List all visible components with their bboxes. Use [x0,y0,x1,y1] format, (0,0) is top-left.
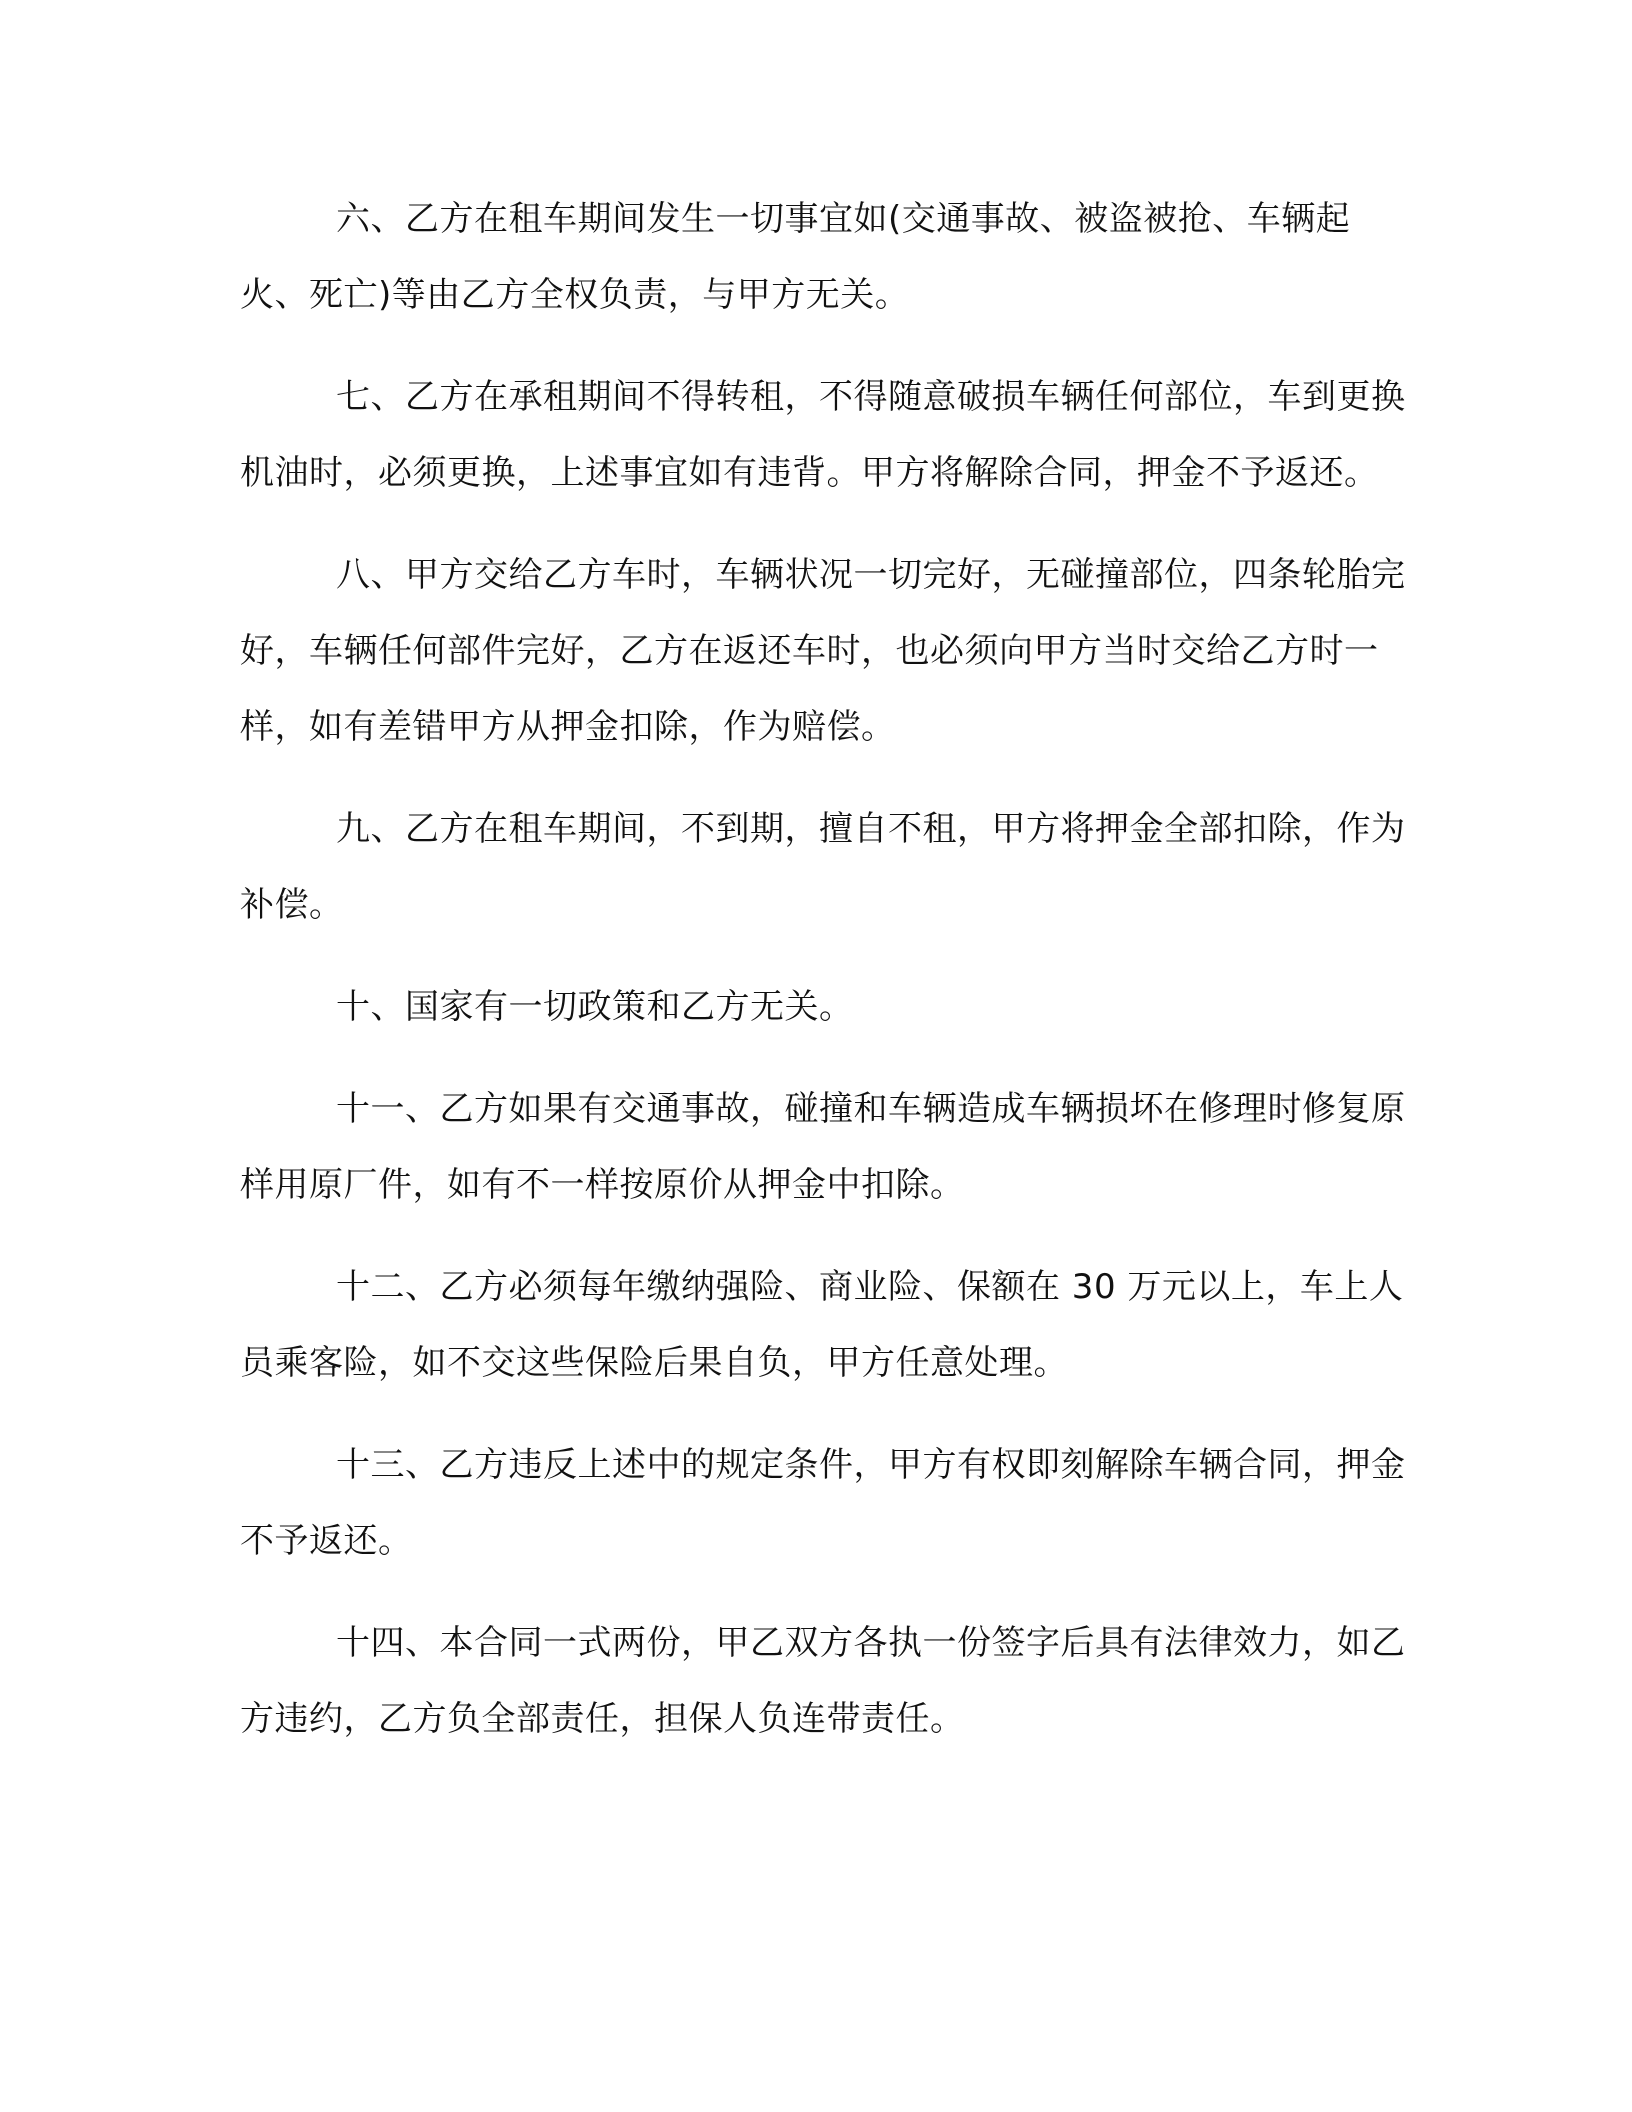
clause-8: 八、甲方交给乙方车时，车辆状况一切完好，无碰撞部位，四条轮胎完好，车辆任何部件完好，乙方在返还车时，也必须向甲方当时交给乙方时一样，如有差错甲方从押金扣除，作为赔偿。 [240,555,1406,747]
contract-body [240,181,1408,1783]
clause-12: 十二、乙方必须每年缴纳强险、商业险、保额在 30 万元以上，车上人员乘客险，如不交这些保险后果自负，甲方任意处理。 [240,1267,1404,1383]
clause-13: 十三、乙方违反上述中的规定条件，甲方有权即刻解除车辆合同，押金不予返还。 [240,1445,1406,1561]
clause-7: 七、乙方在承租期间不得转租，不得随意破损车辆任何部位，车到更换机油时，必须更换，上述事宜如有违背。甲方将解除合同，押金不予返还。 [240,377,1406,493]
clause-14: 十四、本合同一式两份，甲乙双方各执一份签字后具有法律效力，如乙方违约，乙方负全部责任，担保人负连带责任。 [240,1623,1406,1739]
clause-11: 十一、乙方如果有交通事故，碰撞和车辆造成车辆损坏在修理时修复原样用原厂件，如有不一样按原价从押金中扣除。 [240,1089,1406,1205]
clause-10: 十、国家有一切政策和乙方无关。 [336,987,854,1027]
clause-6: 六、乙方在租车期间发生一切事宜如(交通事故、被盗被抢、车辆起火、死亡)等由乙方全权负责，与甲方无关。 [240,199,1351,315]
clause-9: 九、乙方在租车期间，不到期，擅自不租，甲方将押金全部扣除，作为补偿。 [240,809,1406,925]
